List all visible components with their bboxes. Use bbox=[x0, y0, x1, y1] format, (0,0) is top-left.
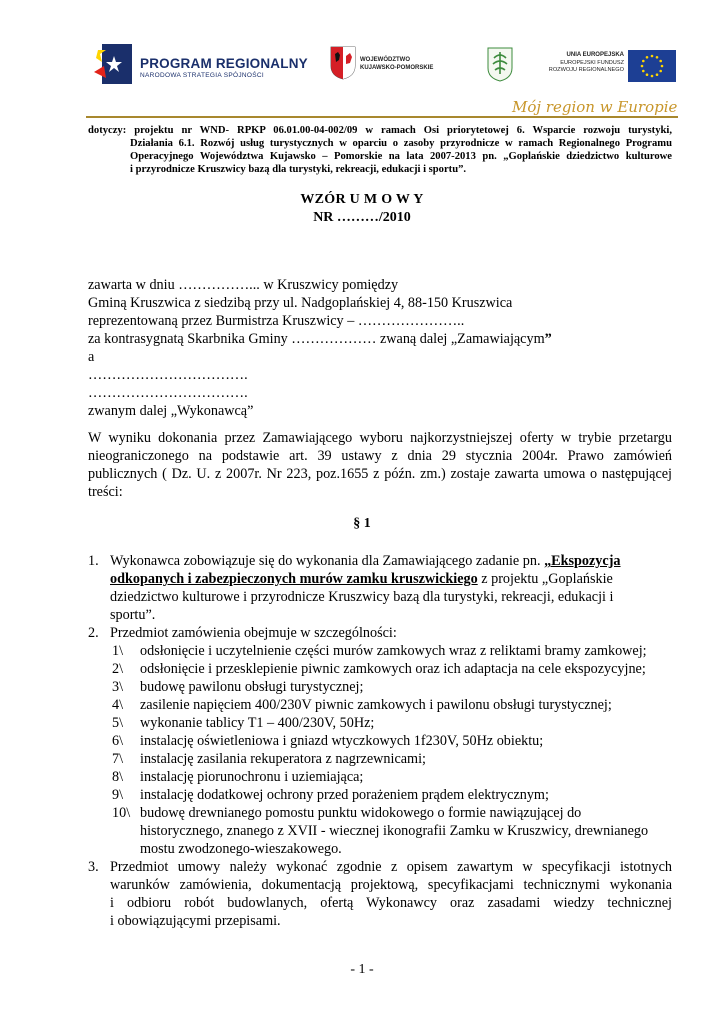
item2-line: Przedmiot zamówienia obejmuje w szczególności: bbox=[110, 625, 397, 641]
item1-number: 1. bbox=[88, 553, 99, 569]
sub-item-6-num: 6\ bbox=[112, 733, 124, 749]
intro-line-4-text: za kontrasygnatą Skarbnika Gminy ……………… zwaną dalej „Zamawiającym bbox=[88, 331, 545, 347]
item1-part-a: Wykonawca zobowiązuje się do wykonania dla Zamawiającego zadanie pn. bbox=[110, 553, 545, 569]
intro-line-4 bbox=[88, 330, 552, 348]
sub-item-9-num: 9\ bbox=[112, 787, 124, 803]
sub-item-6 bbox=[112, 732, 672, 750]
intro-line-4-quote: ” bbox=[544, 331, 552, 347]
eu-line3: ROZWOJU REGIONALNEGO bbox=[548, 67, 624, 73]
page-number: - 1 - bbox=[350, 962, 374, 977]
item1-line-2 bbox=[110, 570, 672, 588]
eu-line2: EUROPEJSKI FUNDUSZ bbox=[560, 59, 624, 66]
wojewodztwo-line2: KUJAWSKO-POMORSKIE bbox=[360, 65, 434, 71]
kruszwica-crest-icon bbox=[486, 46, 514, 82]
item3-text bbox=[110, 858, 672, 930]
document-title: WZÓR U M O W Y bbox=[300, 192, 424, 207]
eu-flag-icon bbox=[628, 50, 676, 82]
item1-line-3: dziedzictwo kulturowe i przyrodnicze Kruszwicy bazą dla turystyki, rekreacji, edukacji i bbox=[110, 589, 614, 605]
sub-item-9 bbox=[112, 786, 672, 804]
item3-line-3: i odbioru robót budowlanych, ofertą Wykonawcy oraz zasadami wiedzy technicznej bbox=[110, 895, 672, 911]
project-reference bbox=[88, 124, 672, 176]
intro-line-3: reprezentowaną przez Burmistrza Kruszwicy – ………………….. bbox=[88, 313, 465, 329]
item2-sublist bbox=[112, 642, 672, 858]
dotyczy-line-1: dotyczy: projektu nr WND- RPKP 06.01.00-04-002/09 w ramach Osi priorytetowej 6. Wsparcie rozwoju turystyki, bbox=[88, 125, 672, 136]
sub-item-5-text: wykonanie tablicy T1 – 400/230V, 50Hz; bbox=[140, 715, 375, 731]
sub-item-4 bbox=[112, 696, 672, 714]
item2-number: 2. bbox=[88, 625, 99, 641]
item3-line-2: warunków zamówienia, dokumentacją projektową, specyfikacjami technicznymi wykonania bbox=[110, 877, 672, 893]
sub-item-1-num: 1\ bbox=[112, 643, 124, 659]
preamble-line-2: nieograniczonego na podstawie art. 39 ustawy z dnia 29 stycznia 2004r. Prawo zamówień bbox=[88, 448, 672, 464]
item1-part-b: „Ekspozycja bbox=[544, 553, 621, 569]
sub-item-9-text: instalację dodatkowej ochrony przed porażeniem prądem elektrycznym; bbox=[140, 787, 549, 803]
item3-line-1: Przedmiot umowy należy wykonać zgodnie z opisem zawartym w specyfikacji istotnych bbox=[110, 859, 672, 875]
sub-item-3-text: budowę pawilonu obsługi turystycznej; bbox=[140, 679, 364, 695]
sub-item-2-text: odsłonięcie i przesklepienie piwnic zamkowych oraz ich adaptacja na cele ekspozycyjne; bbox=[140, 661, 646, 677]
sub-item-5 bbox=[112, 714, 672, 732]
region-slogan: Mój region w Europie bbox=[512, 98, 678, 116]
sub-item-3-num: 3\ bbox=[112, 679, 124, 695]
item2-text bbox=[110, 624, 672, 642]
dotyczy-line-2: Działania 6.1. Rozwój usług turystycznych w oparciu o zasoby przyrodnicze w ramach Regionalnego Programu bbox=[130, 138, 672, 149]
eu-text bbox=[546, 52, 624, 75]
section-heading: § 1 bbox=[353, 516, 371, 531]
sub-item-10-num: 10\ bbox=[112, 805, 131, 821]
preamble-line-3: publicznych ( Dz. U. z 2007r. Nr 223, poz.1655 z późn. zm.) zostaje zawarta umowa o następującej bbox=[88, 466, 672, 482]
intro-line-a: a bbox=[88, 349, 95, 365]
sub-item-4-num: 4\ bbox=[112, 697, 124, 713]
document-number: NR ………/2010 bbox=[313, 210, 411, 225]
dotyczy-line-4: i przyrodnicze Kruszwicy bazą dla turystyki, rekreacji, edukacji i sportu”. bbox=[130, 164, 467, 175]
sub-item-6-text: instalację oświetleniowa i gniazd wtyczkowych 1f230V, 50Hz obiektu; bbox=[140, 733, 544, 749]
item1-line-1 bbox=[110, 552, 672, 570]
item3-number: 3. bbox=[88, 859, 99, 875]
eu-logo bbox=[546, 44, 681, 88]
eu-line1-text: UNIA EUROPEJSKA bbox=[566, 52, 624, 58]
header-divider bbox=[86, 116, 678, 118]
item1-line-4: sportu”. bbox=[110, 607, 156, 623]
sub-item-7-text: instalację zasilania rekuperatora z nagrzewnicami; bbox=[140, 751, 426, 767]
intro-line-contractor: zwanym dalej „Wykonawcą” bbox=[88, 403, 254, 419]
sub-item-10 bbox=[112, 804, 672, 822]
sub-item-10-line-2: historycznego, znanego z XVII - wiecznej ikonografii Zamku w Kruszwicy, drewnianego bbox=[140, 823, 649, 839]
program-regionalny-logo bbox=[88, 38, 308, 90]
intro-line-2: Gminą Kruszwica z siedzibą przy ul. Nadgoplańskiej 4, 88-150 Kruszwica bbox=[88, 295, 513, 311]
item3-line-4: i obowiązującymi przepisami. bbox=[110, 913, 281, 929]
program-subtitle: NARODOWA STRATEGIA SPÓJNOŚCI bbox=[140, 72, 264, 79]
coat-of-arms-icon bbox=[330, 46, 356, 80]
sub-item-10-line-3: mostu zwodzonego-wieszakowego. bbox=[140, 841, 342, 857]
intro-dots-1: ……………………………. bbox=[88, 367, 248, 383]
sub-item-2 bbox=[112, 660, 672, 678]
sub-item-8-num: 8\ bbox=[112, 769, 124, 785]
wojewodztwo-line1: WOJEWÓDZTWO bbox=[360, 57, 410, 63]
intro-line-1: zawarta w dniu ……………... w Kruszwicy pomiędzy bbox=[88, 277, 399, 293]
wojewodztwo-logo bbox=[326, 38, 476, 90]
eu-line1 bbox=[546, 52, 624, 60]
wojewodztwo-text bbox=[360, 56, 433, 72]
dotyczy-line-3: Operacyjnego Województwa Kujawsko – Pomorskie na lata 2007-2013 pn. „Goplańskie dziedzictwo kulturowe bbox=[130, 151, 672, 162]
sub-item-8 bbox=[112, 768, 672, 786]
sub-item-7-num: 7\ bbox=[112, 751, 124, 767]
preamble bbox=[88, 429, 672, 501]
program-title: PROGRAM REGIONALNY bbox=[140, 56, 308, 71]
sub-item-4-text: zasilenie napięciem 400/230V piwnic zamkowych i pawilonu obsługi turystycznej; bbox=[140, 697, 612, 713]
preamble-line-4: treści: bbox=[88, 484, 123, 500]
sub-item-7 bbox=[112, 750, 672, 768]
sub-item-8-text: instalację piorunochronu i uziemiająca; bbox=[140, 769, 364, 785]
header-logos bbox=[88, 38, 678, 90]
sub-item-2-num: 2\ bbox=[112, 661, 124, 677]
sub-item-3 bbox=[112, 678, 672, 696]
sub-item-1-text: odsłonięcie i uczytelnienie części murów zamkowych wraz z reliktami bramy zamkowej; bbox=[140, 643, 647, 659]
sub-item-10-line-1: budowę drewnianego pomostu punktu widokowego o formie nawiązującej do bbox=[140, 805, 582, 821]
sub-item-1 bbox=[112, 642, 672, 660]
preamble-line-1: W wyniku dokonania przez Zamawiającego wyboru najkorzystniejszej oferty w trybie przetargu bbox=[88, 430, 672, 446]
item1-part-d: z projektu „Goplańskie bbox=[477, 571, 613, 587]
sub-item-5-num: 5\ bbox=[112, 715, 124, 731]
item1-text bbox=[110, 552, 672, 624]
intro-dots-2: ……………………………. bbox=[88, 385, 248, 401]
program-star-icon bbox=[92, 42, 136, 86]
item1-part-c: odkopanych i zabezpieczonych murów zamku kruszwickiego bbox=[110, 571, 478, 587]
